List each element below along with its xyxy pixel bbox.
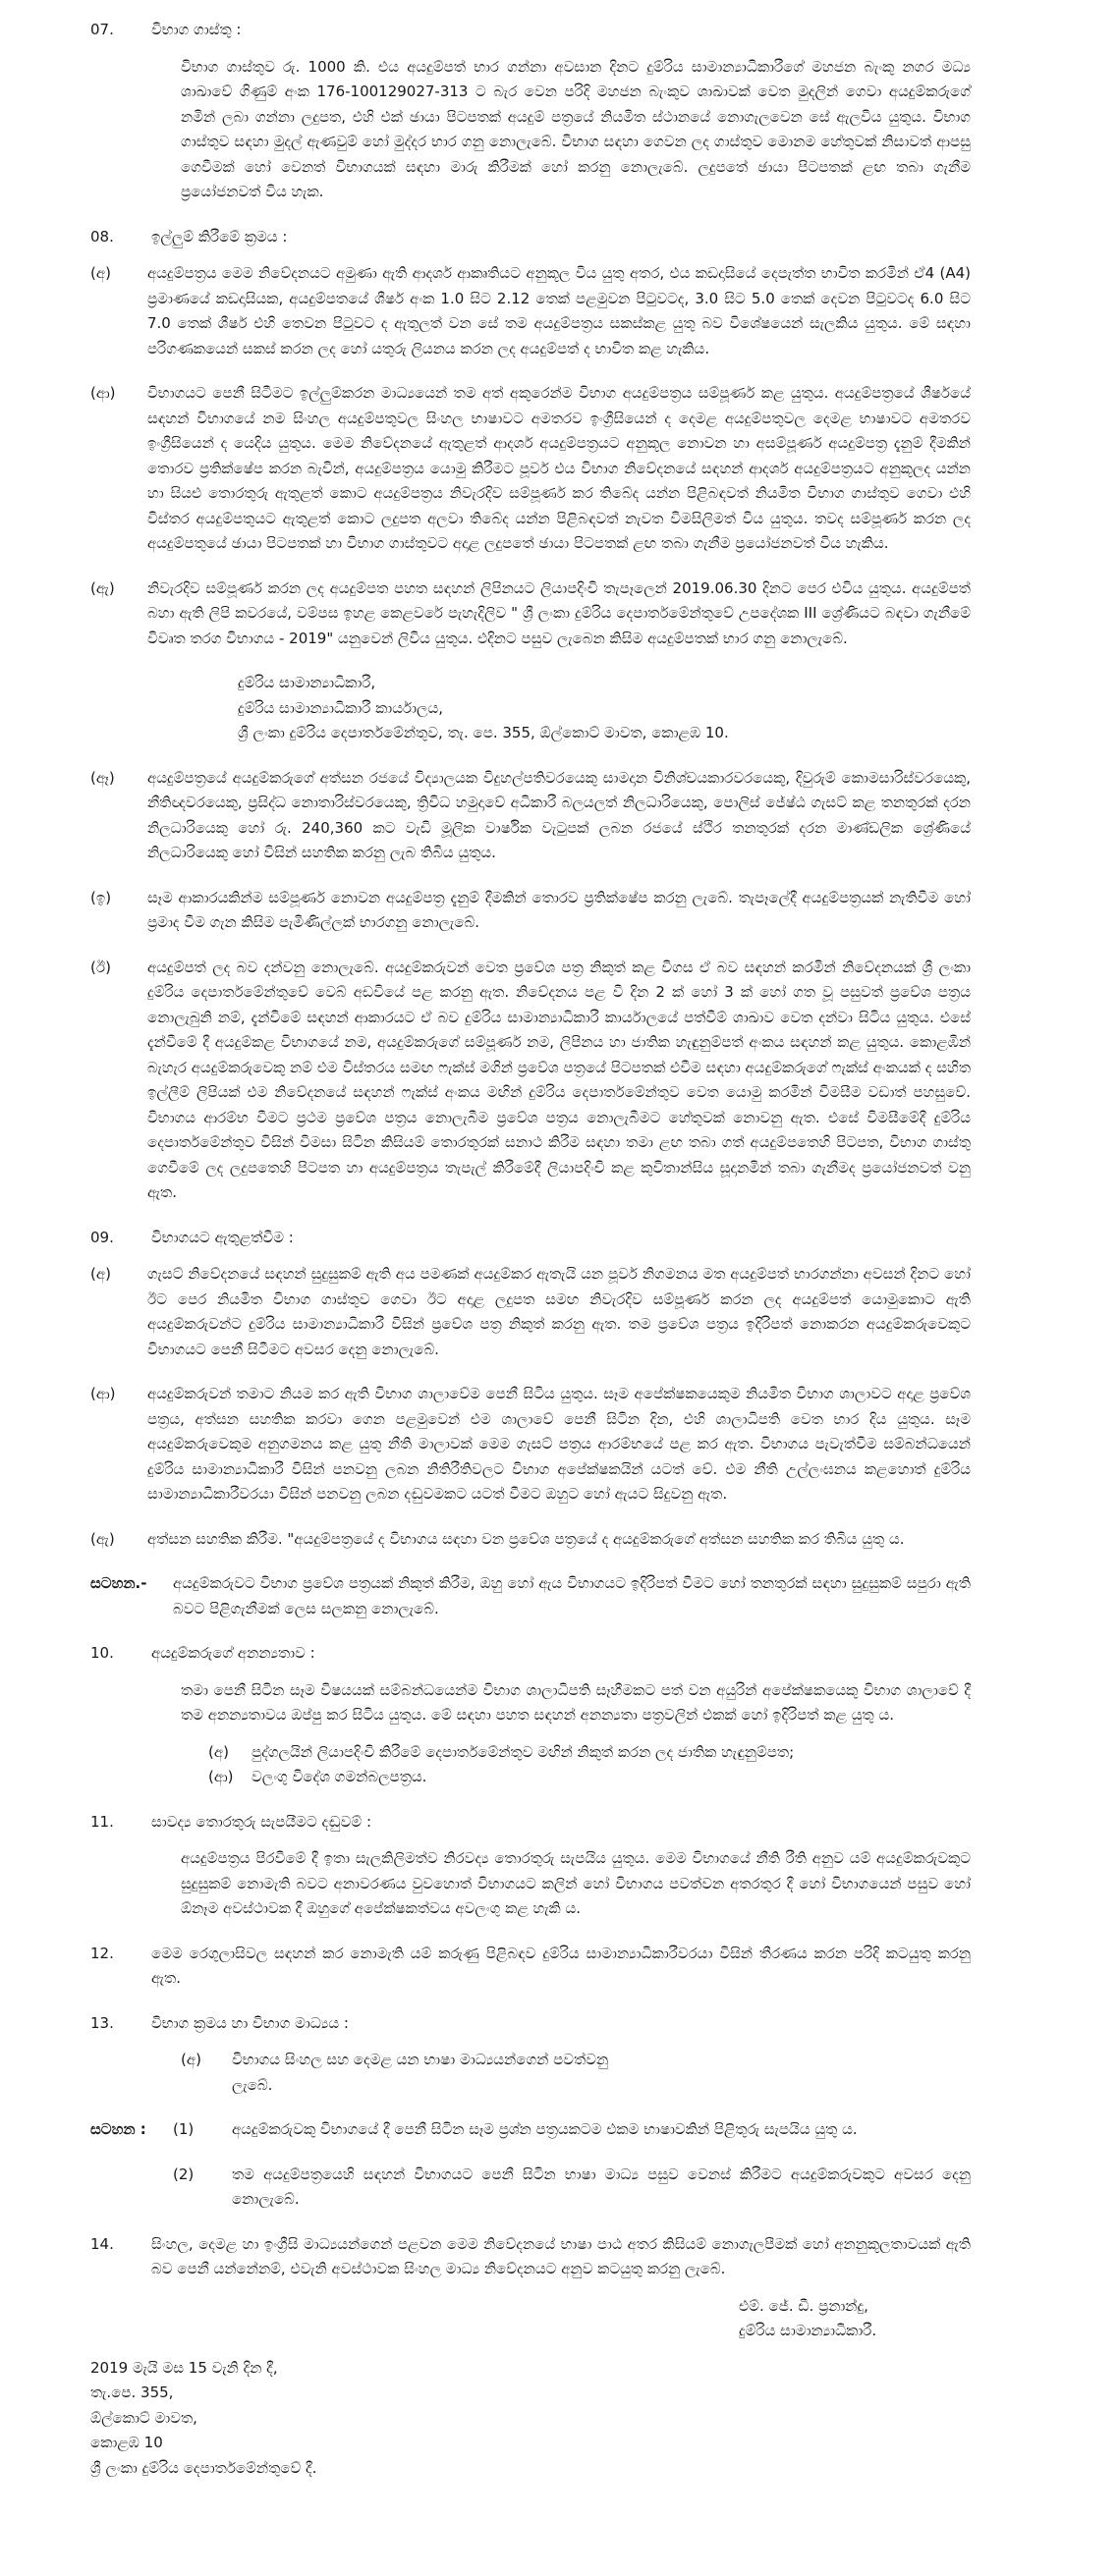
item-label: (අ) <box>90 1265 111 1283</box>
section-title: විභාගයට ඇතුළත්වීම : <box>151 1228 294 1246</box>
item-text: අයදුම්පත් ලද බව දන්වනු නොලැබේ. අයදුම්කරුවන් වෙත ප්‍රවේශ පත්‍ර නිකුත් කළ විගස ඒ බව සඳහන් කරමින් නිවේදනයක් ශ්‍රී ලංකා දුම්රිය දෙපාර්තමේන්තුවේ වෙබ් අඩවියේ පළ කරනු ඇත. නිවේදනය පළ වී දින 2 ක් හෝ 3 ක් හෝ ගත වූ පසුවත් ප්‍රවේශ පත්‍රය නොලැබුනි නම්, දැන්වීමේ සඳහන් ආකාරයට ඒ බව දුම්රිය සාමාන්‍යාධිකාරී කාර්යාලයේ පත්වීම් ශාඛාව වෙත දන්වා සිටිය යුතුය. එසේ දැන්වීමේ දී අයදුම්කළ විභාගයේ නම, අයදුම්කරුගේ සම්පූර්ණ නම, ලිපිනය හා ජාතික හැඳුනුම්පත් අංකය සඳහන් කළ යුතුය. කොළඹින් බැහැර අයදුම්කරුවෙකු නම් එම විස්තරය සමඟ ෆැක්ස් මගින් ප්‍රවේශ පත්‍රයේ පිටපතක් එවීම සඳහා අයදුම්කරුගේ ෆැක්ස් අංකයක් ද සහිත ඉල්ලීම් ලිපියක් එම නිවේදනයේ සඳහන් ෆැක්ස් අංකය මඟින් දුම්රිය දෙපාර්තමේන්තුව වෙත යොමු කරමින් විමසීම වඩාත් පහසුවේ. විභාගය ආරම්භ වීමට ප්‍රථම ප්‍රවේශ පත්‍රය නොලැබීම ප්‍රවේශ පත්‍රය නොලැබීමට හේතුවක් නොවනු ඇත. එසේ විමසීමේදී දුම්රිය දෙපාර්තමේන්තුව විසින් විමසා සිටින කිසියම් තොරතුරක් සනාථ කිරීම සඳහා තමා ළඟ තබා ගත් අයදුම්පතෙහි පිටපත, විභාග ගාස්තු ගෙවීමේ ලද ලදුපතෙහි පිටපත හා අයදුම්පත්‍රය තැපැල් කිරීමේදී ලියාපදිංචි කළ කුවිතාන්සිය සූදානමින් තබා ගැනීමද ප්‍රයෝජනවත් වනු ඇත. <box>147 958 971 1201</box>
item-text: ගැසට් නිවේදනයේ සඳහන් සුදුසුකම් ඇති අය පමණක් අයදුම්කර ඇතැයි යන පූර්ව නිගමනය මත අයදුම්පත් භාරගන්නා අවසන් දිනට හෝ ඊට පෙර නියමිත විභාග ගාස්තුව ගෙවා ඊට අදාළ ලදුපත සමඟ නිවැරදිව සම්පූර්ණ කරන ලද අයදුම්පත් යොමුකොට ඇති අයදුම්කරුවන්ට දුම්රිය සාමාන්‍යාධිකාරී විසින් ප්‍රවේශ පත්‍ර නිකුත් කරනු ඇත. තම ප්‍රවේශ පත්‍රය ඉදිරිපත් නොකරන අයදුම්කරුවෙකුට විභාගයට පෙනී සිටීමට අවසර දෙනු නොලැබේ. <box>147 1265 971 1358</box>
item-text: විභාගයට පෙනී සිටීමට ඉල්ලුම්කරන මාධ්‍යයෙන් තම අත් අකුරෙන්ම විභාග අයදුම්පත්‍රය සම්පූර්ණ කළ යුතුය. අයදුම්පත්‍රයේ ශීර්ෂයේ සඳහන් විභාගයේ නම සිංහල අයදුම්පතුවල සිංහල භාෂාවට අමතරව ඉංග්‍රීසියෙන් ද දෙමළ අයදුම්පතුවල දෙමළ භාෂාවට අමතරව ඉංග්‍රීසියෙන් ද යෙදිය යුතුය. මෙම නිවේදනයේ ඇතුළත් ආදර්ශ අයදුම්පත්‍රයට අනුකූල නොවන හා අසම්පූර්ණ අයදුම්පත්‍ර දැනුම් දීමකින් තොරව ප්‍රතික්ෂේප කරන බැවින්, අයදුම්පත්‍රය යොමු කිරීමට පූර්ව එය විභාග නිවේදනයේ සඳහන් ආදර්ශ අයදුම්පත්‍රයට අනුකූලද යන්න හා සියළු තොරතුරු ඇතුළත් කොට අයදුම්පත්‍රය නිවැරදිව සම්පූර්ණ කර තිබේද යන්න පිළිබඳවත් නියමිත විභාග ගාස්තුව ගෙවා එහි විස්තර අයදුම්පතුයට ඇතුළත් කොට ලදුපත අලවා තිබේද යන්න පිළිබඳවත් නැවත විමසිලිමත් විය යුතුය. තවද සම්පූර්ණ කරන ලද අයදුම්පතුයේ ඡායා පිටපතක් හා විභාග ගාස්තුවට අදාළ ලදුපතේ ඡායා පිටපතක් ළඟ තබා ගැනීම ප්‍රයෝජනවත් විය හැකිය. <box>147 384 971 552</box>
item-text: සෑම ආකාරයකින්ම සම්පූර්ණ නොවන අයදුම්පත්‍ර දැනුම් දීමකින් තොරව ප්‍රතික්ෂේප කරනු ලැබේ. තැපෑලේදී අයදුම්පත්‍රයක් නැතිවීම හෝ ප්‍රමාද වීම ගැන කිසිම පැමිණිල්ලක් භාරගනු නොලැබේ. <box>147 888 971 931</box>
identity-doc-item <box>208 1765 971 1790</box>
section-09-item-aa <box>90 1382 971 1507</box>
signatory-name: එම්. ජේ. ඩී. ප්‍රනාන්දු, <box>739 2296 868 2315</box>
section-number: 08. <box>90 227 114 246</box>
section-number: 10. <box>90 1644 114 1662</box>
section-title: සාවද්‍ය තොරතුරු සැපයීමට දඬුවම් : <box>151 1812 372 1831</box>
item-label: (අ) <box>181 2051 201 2068</box>
item-label: (ආ) <box>90 384 116 402</box>
note-number: (2) <box>173 2165 195 2183</box>
address-line: දුම්රිය සාමාන්‍යාධිකාරී කාර්යාලය, <box>238 698 444 717</box>
item-label: (ආ) <box>90 1385 116 1402</box>
note-item <box>173 2163 971 2213</box>
section-number: 09. <box>90 1228 114 1246</box>
note-number: (1) <box>173 2120 195 2138</box>
item-text: අත්සන සහතික කිරීම. "අයදුම්පත්‍රයේ ද විභාගය සඳහා වන ප්‍රවේශ පත්‍රයේ ද අයදුම්කරුගේ අත්සන සහතික කර තිබිය යුතු ය. <box>147 1529 905 1548</box>
signatory-title: දුම්රිය සාමාන්‍යාධිකාරී. <box>739 2322 877 2339</box>
section-number: 11. <box>90 1812 114 1831</box>
item-text: අයදුම්පත්‍රය මෙම නිවේදනයට අමුණා ඇති ආදර්ශ ආකෘතියට අනුකූල විය යුතු අතර, එය කඩදාසියේ දෙපැත්ත භාවිත කරමින් ඒ4 (A4) ප්‍රමාණයේ කඩදාසියක, අයදුම්පතයේ ශීර්ෂ අංක 1.0 සිට 2.12 තෙක් පළමුවන පිටුවටද, 3.0 සිට 5.0 තෙක් දෙවන පිටුවටද 6.0 සිට 7.0 තෙක් ශීර්ෂ එහි තෙවන පිටුවට ද ඇතුලත් වන සේ තම අයදුම්පත්‍රය සකස්කළ යුතු බව විශේෂයෙන් සැලකිය යුතුය. මේ සඳහා පරිගණකයෙන් සකස් කරන ලද හෝ යතුරු ලියනය කරන ලද අයදුම්පත් ද භාවිත කළ හැකිය. <box>147 264 971 357</box>
section-10-body: තමා පෙනී සිටින සෑම විෂයයක් සම්බන්ධයෙන්ම විභාග ශාලාධිපති සෑහීමකට පත් වන අයුරින් අපේක්ෂකයෙකු විභාග ශාලාවේ දී තම අනන්‍යතාවය ඔප්පු කර සිටිය යුතුය. මේ සඳහා පහත සඳහන් අනන්‍යතා පත්‍රවලින් එකක් හෝ ඉදිරිපත් කළ යුතු ය. <box>181 1680 971 1724</box>
section-08-item-aa <box>90 381 971 557</box>
item-text: අයදුම්පත්‍රයේ අයදුම්කරුගේ අත්සන රජයේ විද්‍යාලයක විදුහල්පතිවරයෙකු සාමදාන විනිශ්චයකාරවරයෙකු, දිවුරුම් කොමසාරිස්වරයෙකු, නීතිඥවරයෙකු, ප්‍රසිද්ධ නොතාරිස්වරයෙකු, ත්‍රිවිධ හමුදාවේ අධිකාරී බලයලත් නිලධාරියෙකු, පොලිස් ජේෂ්ඨ ගැසට් කළ තනතුරක් දරන නිලධාරියෙකු හෝ රු. 240,360 කට වැඩි මූලික වාර්ෂික වැටුපක් ලබන රජයේ ස්ථිර තනතුරක් දරන මාණ්ඩලික ශ්‍රේණියේ නිලධාරියෙකු හෝ විසින් සහතික කරනු ලැබ තිබිය යුතුය. <box>147 768 971 861</box>
section-10-heading <box>90 1641 971 1667</box>
notice-label: සටහන.- <box>90 1574 147 1592</box>
section-08-item-i <box>90 886 971 936</box>
section-number: 12. <box>90 1944 114 1962</box>
notes-label: සටහන : <box>90 2120 146 2138</box>
section-08-heading <box>90 225 971 250</box>
mailing-address <box>238 671 971 746</box>
section-08-item-ae <box>90 576 971 652</box>
section-title: ඉල්ලුම් කිරීමේ ක්‍රමය : <box>151 227 288 246</box>
section-08-item-aee <box>90 766 971 866</box>
signature-block <box>739 2294 971 2344</box>
item-label: (අ) <box>90 264 111 282</box>
section-07-body: විභාග ගාස්තුව රු. 1000 කි. එය අයදුම්පත් භාර ගන්නා අවසාන දිනට දුම්රිය සාමාන්‍යාධිකාරීගේ මහජන බැංකු නගර මධ්‍ය ශාඛාවේ ගිණුම් අංක 176-100129027-313 ට බැර වෙන පරිදි මහජන බැංකුව ශාඛාවක් වෙත මුදලින් ගෙවා අයදුම්කරුගේ නමින් ලබා ගන්නා ලදුපත, එහි එක් ඡායා පිටපතක් අයදුම් පත්‍රයේ නියමිත ස්ථානයේ නොගැලවෙන සේ ඇලවිය යුතුය. විභාග ගාස්තුව සඳහා මුදල් ඇණවුම් හෝ මුද්දර භාර ගනු නොලැබේ. විභාග සඳහා ගෙවන ලද ගාස්තුව මොනම හේතුවක් නිසාවත් ආපසු ගෙවීමක් හෝ වෙනත් විභාගයක් සඳහා මාරු කිරීමක් හෝ කරනු නොලැබේ. ලදුපතේ ඡායා පිටපතක් ළඟ තබා ගැනීම ප්‍රයෝජනවත් විය හැක. <box>181 57 971 200</box>
issue-details <box>90 2356 971 2482</box>
item-text: නිවැරදිව සම්පූර්ණ කරන ලද අයදුම්පත පහත සඳහන් ලිපිනයට ලියාපදිංචි තැපෑලෙන් 2019.06.30 දිනට පෙර එවිය යුතුය. අයදුම්පත් බහා ඇති ලිපි කවරයේ, වම්පස ඉහළ කෙළවරේ පැහැදිලිව " ශ්‍රී ලංකා දුම්රිය දෙපාර්තමේන්තුවේ උපදේශක III ශ්‍රේණියට බඳවා ගැනීමේ විවෘත තරග විභාගය - 2019" යනුවෙන් ලිවිය යුතුය. එදිනට පසුව ලැබෙන කිසිම අයදුම්පතක් භාර ගනු නොලැබේ. <box>147 578 971 647</box>
section-08-item-ii <box>90 956 971 1206</box>
note-text: තම අයදුම්පත්‍රයෙහි සඳහන් විභාගයට පෙනී සිටින භාෂා මාධ්‍ය පසුව වෙනස් කිරීමට අයදුම්කරුවකුට අවසර දෙනු නොලැබේ. <box>232 2165 971 2208</box>
footer-line: කොළඹ 10 <box>90 2434 163 2451</box>
item-label: (ඈ) <box>90 768 115 787</box>
address-line: ශ්‍රී ලංකා දුම්රිය දෙපාර්තමේන්තුව, තැ. පෙ. 355, ඕල්කොට් මාවත, කොළඹ 10. <box>238 724 729 741</box>
item-label: (අ) <box>208 1742 229 1761</box>
item-text: විභාගය සිංහල සහ දෙමළ යන භාෂා මාධ්‍යයන්ගෙන් පවත්වනු ලැබේ. <box>232 2051 609 2094</box>
footer-line: තැ.පෙ. 355, <box>90 2384 174 2401</box>
section-14-body: සිංහල, දෙමළ හා ඉංග්‍රීසි මාධ්‍යයන්ගෙන් පළවන මෙම නිවේදනයේ භාෂා පාඨ අතර කිසියම් නොගැලපීමක් හෝ අනනුකූලතාවයක් ඇති බව පෙනී යන්නේනම්, එවැනි අවස්ථාවක සිංහල මාධ්‍ය නිවේදනයට අනුව කටයුතු කරනු ලැබේ. <box>151 2234 971 2277</box>
item-text: අයදුම්කරුවන් තමාට නියම කර ඇති විභාග ශාලාවේම පෙනී සිටිය යුතුය. සෑම අපේක්ෂකයෙකුම නියමිත විභාග ශාලාවට අදාළ ප්‍රවේශ පත්‍රය, අත්සන සහතික කරවා ගෙන පළමුවෙන් එම ශාලාවේ පෙනී සිටින දින, එහි ශාලාධිපති වෙත භාර දිය යුතුය. සෑම අයදුම්කරුවෙකුම අනුගමනය කළ යුතු නීති මාලාවක් මෙම ගැසට් පත්‍රය ආරම්භයේ පළ කර ඇත. විභාගය පැවැත්වීම සම්බන්ධයෙන් දුම්රිය සාමාන්‍යාධිකාරී විසින් පනවනු ලබන නිතිරීතිවලට විභාග අපේක්ෂකයින් යටත් වේ. එම නීති උල්ලංඝනය කළහොත් දුම්රිය සාමාන්‍යාධිකාරීවරයා විසින් පනවනු ලබන දඬුවමකට යටත් වීමට ඔහුට හෝ ඇයට සිදුවනු ඇත. <box>147 1385 971 1503</box>
note-text: අයදුම්කරුවකු විභාගයේ දී පෙනී සිටින සෑම ප්‍රශ්න පත්‍රයකටම එකම භාෂාවකින් පිළිතුරු සැපයිය යුතු ය. <box>232 2120 858 2138</box>
section-07-heading <box>90 18 971 43</box>
item-text: වලංගු විදේශ ගමන්බලපත්‍රය. <box>252 1768 427 1785</box>
item-label: (ආ) <box>208 1768 234 1785</box>
footer-line: ශ්‍රී ලංකා දුම්රිය දෙපාර්තමේන්තුවේ දී. <box>90 2458 317 2477</box>
medium-item <box>181 2048 971 2098</box>
section-12-body: මෙම රෙගුලාසිවල සඳහන් කර නොමැති යම් කරුණු පිළිබඳව දුම්රිය සාමාන්‍යාධිකාරීවරයා විසින් තීරණය කරන පරිදි කටයුතු කරනු ඇත. <box>151 1944 971 1987</box>
section-12 <box>90 1942 971 1992</box>
section-14 <box>90 2232 971 2282</box>
item-label: (ඇ) <box>90 1529 115 1548</box>
note-item <box>173 2117 971 2143</box>
notice-block <box>90 1571 971 1621</box>
section-title: විභාග ක්‍රමය හා විභාග මාධ්‍යය : <box>151 2013 349 2032</box>
section-09-item-a <box>90 1262 971 1362</box>
section-13-heading <box>90 2011 971 2037</box>
section-number: 14. <box>90 2234 114 2253</box>
notice-text: අයදුම්කරුවට විභාග ප්‍රවේශ පත්‍රයක් නිකුත් කිරීම, ඔහු හෝ ඇය විභාගයට ඉදිරිපත් වීමට හෝ තනතුරක් සඳහා සුදුසුකම් සපුරා ඇති බවට පිළිගැනීමක් ලෙස සලකනු නොලැබේ. <box>173 1574 971 1617</box>
section-09-item-ae <box>90 1527 971 1553</box>
section-11-heading <box>90 1810 971 1836</box>
item-text: පුද්ගලයින් ලියාපදිංචි කිරීමේ දෙපාර්තමේන්තුව මඟින් නිකුත් කරන ලද ජාතික හැඳුනුම්පත; <box>252 1742 795 1761</box>
identity-doc-item <box>208 1740 971 1766</box>
item-label: (ඉ) <box>90 888 112 906</box>
section-09-heading <box>90 1226 971 1251</box>
item-label: (ඇ) <box>90 578 115 597</box>
section-number: 13. <box>90 2013 114 2032</box>
section-11-body: අයදුම්පත්‍රය පිරවීමේ දී ඉතා සැලකිලිමත්ව නිරවද්‍ය තොරතුරු සැපයිය යුතුය. මෙම විභාගයේ නීති රීති අනුව යම් අයදුම්කරුවකුට සුදුසුකම් නොමැති බවට අනාවරණය වුවහොත් විභාගයට කලින් හෝ විභාගය පවත්වන අතරතුර දී හෝ විභාගයෙන් පසුව හෝ ඕනෑම අවස්ථාවක දී ඔහුගේ අපේක්ෂකත්වය අවලංගු කළ හැකි ය. <box>181 1849 971 1917</box>
section-title: අයදුම්කරුගේ අනන්‍යතාව : <box>151 1644 315 1662</box>
section-13-notes <box>90 2117 971 2213</box>
item-label: (ඊ) <box>90 958 111 976</box>
issue-date: 2019 මැයි මස 15 වැනි දින දී, <box>90 2358 278 2377</box>
section-number: 07. <box>90 21 114 38</box>
section-08-item-a <box>90 261 971 361</box>
address-line: දුම්රිය සාමාන්‍යාධිකාරී, <box>238 674 376 691</box>
footer-line: ඕල්කොට් මාවත, <box>90 2408 197 2427</box>
section-title: විභාග ගාස්තු : <box>151 21 242 38</box>
